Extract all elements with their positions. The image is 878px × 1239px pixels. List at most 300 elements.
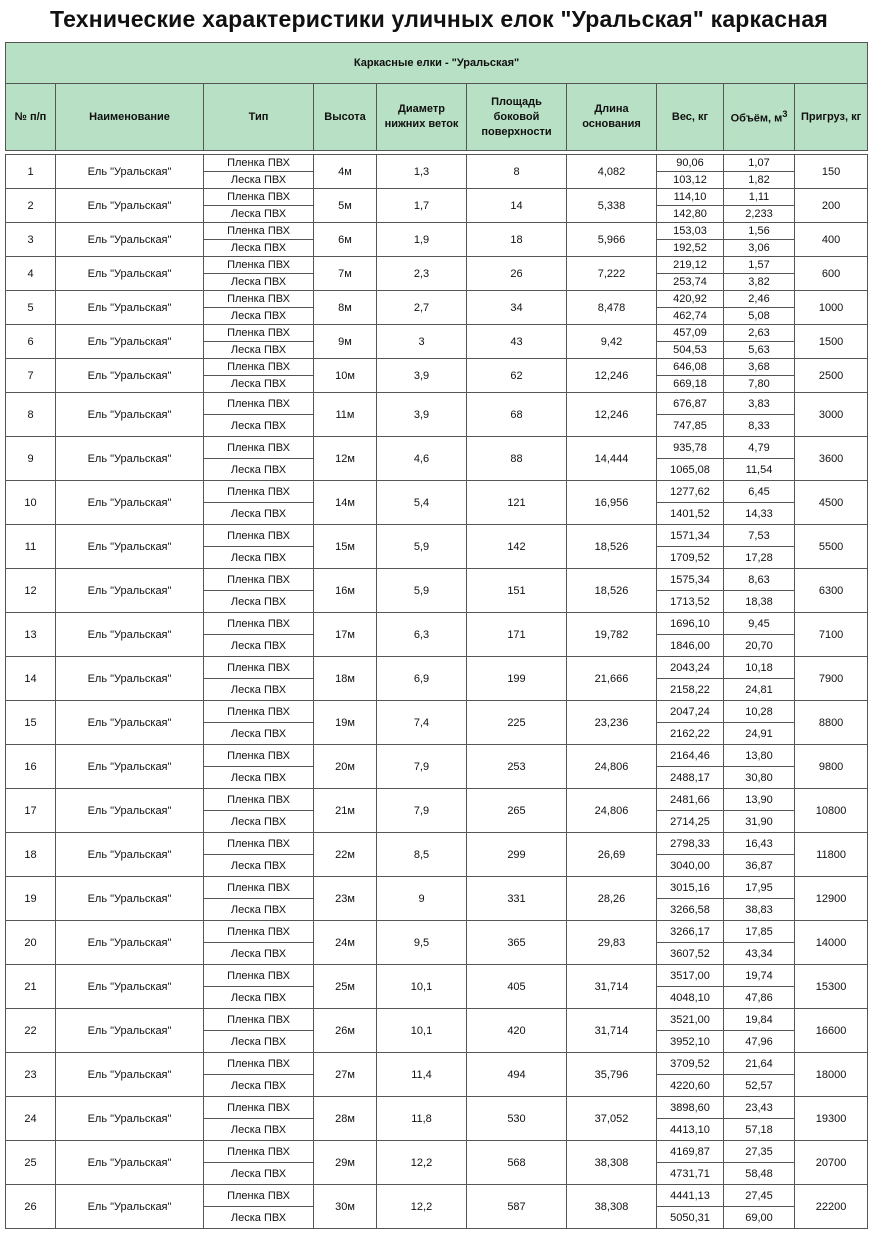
cell-length: 8,478 [567, 291, 657, 325]
cell-diameter: 5,9 [377, 569, 467, 613]
table-row [6, 189, 868, 206]
cell-type-line: Леска ПВХ [204, 1163, 314, 1185]
cell-name: Ель "Уральская" [56, 921, 204, 965]
cell-volume-film: 23,43 [724, 1097, 795, 1119]
cell-type-film: Пленка ПВХ [204, 965, 314, 987]
cell-volume-line: 17,28 [724, 547, 795, 569]
cell-volume-film: 2,63 [724, 325, 795, 342]
cell-area: 88 [467, 437, 567, 481]
cell-volume-film: 19,74 [724, 965, 795, 987]
cell-load: 7100 [795, 613, 868, 657]
cell-type-film: Пленка ПВХ [204, 223, 314, 240]
header-name: Наименование [56, 84, 204, 151]
table-row [6, 877, 868, 899]
cell-length: 31,714 [567, 965, 657, 1009]
cell-load: 1500 [795, 325, 868, 359]
cell-length: 16,956 [567, 481, 657, 525]
cell-num: 22 [6, 1009, 56, 1053]
cell-weight-line: 4413,10 [657, 1119, 724, 1141]
cell-area: 568 [467, 1141, 567, 1185]
cell-length: 29,83 [567, 921, 657, 965]
cell-num: 14 [6, 657, 56, 701]
cell-weight-film: 1571,34 [657, 525, 724, 547]
table-row [6, 223, 868, 240]
cell-volume-film: 7,53 [724, 525, 795, 547]
table-row [6, 921, 868, 943]
cell-load: 14000 [795, 921, 868, 965]
cell-volume-film: 13,90 [724, 789, 795, 811]
cell-name: Ель "Уральская" [56, 1009, 204, 1053]
cell-volume-line: 69,00 [724, 1207, 795, 1229]
cell-diameter: 1,3 [377, 155, 467, 189]
cell-length: 4,082 [567, 155, 657, 189]
cell-name: Ель "Уральская" [56, 1097, 204, 1141]
table-row [6, 325, 868, 342]
table-row [6, 481, 868, 503]
cell-weight-film: 2043,24 [657, 657, 724, 679]
cell-num: 21 [6, 965, 56, 1009]
cell-length: 37,052 [567, 1097, 657, 1141]
cell-diameter: 2,3 [377, 257, 467, 291]
cell-name: Ель "Уральская" [56, 437, 204, 481]
cell-name: Ель "Уральская" [56, 613, 204, 657]
cell-diameter: 10,1 [377, 965, 467, 1009]
cell-diameter: 6,3 [377, 613, 467, 657]
cell-volume-line: 47,86 [724, 987, 795, 1009]
cell-height: 16м [314, 569, 377, 613]
cell-type-film: Пленка ПВХ [204, 1097, 314, 1119]
cell-type-film: Пленка ПВХ [204, 1185, 314, 1207]
cell-name: Ель "Уральская" [56, 155, 204, 189]
cell-area: 253 [467, 745, 567, 789]
cell-height: 26м [314, 1009, 377, 1053]
cell-type-line: Леска ПВХ [204, 206, 314, 223]
cell-volume-film: 21,64 [724, 1053, 795, 1075]
cell-type-film: Пленка ПВХ [204, 1053, 314, 1075]
cell-area: 142 [467, 525, 567, 569]
cell-name: Ель "Уральская" [56, 789, 204, 833]
cell-load: 22200 [795, 1185, 868, 1229]
cell-area: 530 [467, 1097, 567, 1141]
cell-num: 3 [6, 223, 56, 257]
cell-name: Ель "Уральская" [56, 359, 204, 393]
cell-num: 8 [6, 393, 56, 437]
cell-type-line: Леска ПВХ [204, 376, 314, 393]
cell-name: Ель "Уральская" [56, 657, 204, 701]
cell-name: Ель "Уральская" [56, 525, 204, 569]
cell-diameter: 12,2 [377, 1185, 467, 1229]
cell-load: 9800 [795, 745, 868, 789]
cell-num: 6 [6, 325, 56, 359]
cell-name: Ель "Уральская" [56, 877, 204, 921]
cell-type-film: Пленка ПВХ [204, 525, 314, 547]
cell-load: 2500 [795, 359, 868, 393]
cell-num: 25 [6, 1141, 56, 1185]
cell-volume-line: 2,233 [724, 206, 795, 223]
header-diameter [377, 84, 467, 151]
cell-weight-line: 3040,00 [657, 855, 724, 877]
table-row [6, 257, 868, 274]
cell-height: 15м [314, 525, 377, 569]
cell-type-line: Леска ПВХ [204, 547, 314, 569]
cell-length: 26,69 [567, 833, 657, 877]
cell-load: 3000 [795, 393, 868, 437]
cell-length: 31,714 [567, 1009, 657, 1053]
cell-weight-line: 1401,52 [657, 503, 724, 525]
cell-area: 18 [467, 223, 567, 257]
cell-length: 12,246 [567, 359, 657, 393]
header-type: Тип [204, 84, 314, 151]
cell-load: 600 [795, 257, 868, 291]
cell-length: 38,308 [567, 1141, 657, 1185]
cell-load: 20700 [795, 1141, 868, 1185]
cell-num: 19 [6, 877, 56, 921]
cell-weight-film: 1277,62 [657, 481, 724, 503]
table-row [6, 1185, 868, 1207]
cell-diameter: 5,4 [377, 481, 467, 525]
cell-height: 25м [314, 965, 377, 1009]
cell-area: 265 [467, 789, 567, 833]
cell-weight-line: 504,53 [657, 342, 724, 359]
cell-name: Ель "Уральская" [56, 393, 204, 437]
cell-weight-film: 3015,16 [657, 877, 724, 899]
cell-type-line: Леска ПВХ [204, 811, 314, 833]
cell-length: 23,236 [567, 701, 657, 745]
cell-num: 7 [6, 359, 56, 393]
cell-diameter: 7,9 [377, 745, 467, 789]
cell-volume-line: 24,91 [724, 723, 795, 745]
cell-name: Ель "Уральская" [56, 833, 204, 877]
cell-diameter: 4,6 [377, 437, 467, 481]
cell-volume-line: 20,70 [724, 635, 795, 657]
cell-weight-line: 4731,71 [657, 1163, 724, 1185]
cell-length: 5,966 [567, 223, 657, 257]
cell-diameter: 10,1 [377, 1009, 467, 1053]
cell-diameter: 9,5 [377, 921, 467, 965]
cell-volume-line: 36,87 [724, 855, 795, 877]
table-row [6, 745, 868, 767]
cell-type-film: Пленка ПВХ [204, 701, 314, 723]
cell-num: 23 [6, 1053, 56, 1097]
cell-type-film: Пленка ПВХ [204, 359, 314, 376]
cell-type-film: Пленка ПВХ [204, 437, 314, 459]
cell-weight-line: 1846,00 [657, 635, 724, 657]
cell-num: 20 [6, 921, 56, 965]
table-row [6, 701, 868, 723]
cell-height: 23м [314, 877, 377, 921]
cell-area: 405 [467, 965, 567, 1009]
cell-diameter: 3 [377, 325, 467, 359]
cell-weight-film: 2164,46 [657, 745, 724, 767]
cell-weight-line: 2162,22 [657, 723, 724, 745]
cell-num: 15 [6, 701, 56, 745]
cell-weight-film: 2481,66 [657, 789, 724, 811]
cell-name: Ель "Уральская" [56, 481, 204, 525]
cell-type-line: Леска ПВХ [204, 1119, 314, 1141]
cell-num: 24 [6, 1097, 56, 1141]
cell-weight-film: 153,03 [657, 223, 724, 240]
cell-load: 3600 [795, 437, 868, 481]
cell-load: 10800 [795, 789, 868, 833]
cell-name: Ель "Уральская" [56, 701, 204, 745]
cell-num: 5 [6, 291, 56, 325]
table-row [6, 359, 868, 376]
cell-diameter: 1,9 [377, 223, 467, 257]
cell-type-film: Пленка ПВХ [204, 325, 314, 342]
cell-area: 225 [467, 701, 567, 745]
cell-weight-line: 3952,10 [657, 1031, 724, 1053]
table-row [6, 1141, 868, 1163]
cell-length: 24,806 [567, 789, 657, 833]
cell-type-line: Леска ПВХ [204, 1075, 314, 1097]
cell-volume-film: 8,63 [724, 569, 795, 591]
cell-area: 299 [467, 833, 567, 877]
header-area-line1: Площадь [491, 95, 542, 108]
cell-weight-line: 2158,22 [657, 679, 724, 701]
cell-area: 62 [467, 359, 567, 393]
header-length-line1: Длина [594, 103, 629, 115]
cell-volume-film: 3,83 [724, 393, 795, 415]
cell-weight-film: 3517,00 [657, 965, 724, 987]
cell-area: 365 [467, 921, 567, 965]
table-row [6, 833, 868, 855]
cell-area: 151 [467, 569, 567, 613]
cell-load: 1000 [795, 291, 868, 325]
header-area [467, 84, 567, 151]
cell-length: 14,444 [567, 437, 657, 481]
cell-type-film: Пленка ПВХ [204, 291, 314, 308]
header-weight: Вес, кг [657, 84, 724, 151]
cell-load: 200 [795, 189, 868, 223]
cell-diameter: 8,5 [377, 833, 467, 877]
cell-weight-film: 4169,87 [657, 1141, 724, 1163]
table-caption: Каркасные елки - "Уральская" [6, 43, 868, 84]
cell-name: Ель "Уральская" [56, 1185, 204, 1229]
cell-diameter: 9 [377, 877, 467, 921]
header-load: Пригруз, кг [795, 84, 868, 151]
cell-weight-film: 3266,17 [657, 921, 724, 943]
cell-volume-line: 3,82 [724, 274, 795, 291]
cell-name: Ель "Уральская" [56, 257, 204, 291]
cell-type-film: Пленка ПВХ [204, 189, 314, 206]
cell-volume-line: 14,33 [724, 503, 795, 525]
cell-type-line: Леска ПВХ [204, 274, 314, 291]
table-row [6, 525, 868, 547]
cell-weight-line: 2714,25 [657, 811, 724, 833]
cell-height: 19м [314, 701, 377, 745]
cell-type-film: Пленка ПВХ [204, 789, 314, 811]
cell-height: 14м [314, 481, 377, 525]
cell-area: 171 [467, 613, 567, 657]
header-volume [724, 84, 795, 151]
cell-volume-film: 17,95 [724, 877, 795, 899]
cell-volume-line: 11,54 [724, 459, 795, 481]
cell-weight-film: 219,12 [657, 257, 724, 274]
cell-num: 17 [6, 789, 56, 833]
cell-weight-line: 1709,52 [657, 547, 724, 569]
cell-length: 28,26 [567, 877, 657, 921]
cell-load: 16600 [795, 1009, 868, 1053]
cell-volume-line: 7,80 [724, 376, 795, 393]
cell-diameter: 12,2 [377, 1141, 467, 1185]
cell-type-line: Леска ПВХ [204, 240, 314, 257]
cell-num: 10 [6, 481, 56, 525]
cell-length: 5,338 [567, 189, 657, 223]
cell-name: Ель "Уральская" [56, 745, 204, 789]
cell-type-line: Леска ПВХ [204, 415, 314, 437]
cell-length: 38,308 [567, 1185, 657, 1229]
cell-length: 9,42 [567, 325, 657, 359]
cell-type-line: Леска ПВХ [204, 591, 314, 613]
cell-height: 6м [314, 223, 377, 257]
header-height: Высота [314, 84, 377, 151]
cell-weight-film: 457,09 [657, 325, 724, 342]
cell-height: 27м [314, 1053, 377, 1097]
cell-num: 1 [6, 155, 56, 189]
cell-weight-film: 646,08 [657, 359, 724, 376]
cell-diameter: 5,9 [377, 525, 467, 569]
cell-area: 331 [467, 877, 567, 921]
cell-weight-line: 253,74 [657, 274, 724, 291]
cell-type-film: Пленка ПВХ [204, 1009, 314, 1031]
cell-height: 30м [314, 1185, 377, 1229]
cell-area: 8 [467, 155, 567, 189]
cell-weight-line: 5050,31 [657, 1207, 724, 1229]
table-row [6, 437, 868, 459]
cell-height: 22м [314, 833, 377, 877]
cell-height: 28м [314, 1097, 377, 1141]
cell-load: 400 [795, 223, 868, 257]
cell-type-film: Пленка ПВХ [204, 257, 314, 274]
specs-table [5, 42, 868, 1229]
cell-volume-film: 1,07 [724, 155, 795, 172]
cell-volume-line: 24,81 [724, 679, 795, 701]
cell-type-film: Пленка ПВХ [204, 657, 314, 679]
cell-weight-film: 90,06 [657, 155, 724, 172]
header-num: № п/п [6, 84, 56, 151]
cell-type-film: Пленка ПВХ [204, 745, 314, 767]
cell-num: 26 [6, 1185, 56, 1229]
cell-volume-film: 10,18 [724, 657, 795, 679]
cell-volume-film: 6,45 [724, 481, 795, 503]
cell-volume-line: 1,82 [724, 172, 795, 189]
cell-num: 2 [6, 189, 56, 223]
cell-weight-line: 3266,58 [657, 899, 724, 921]
cell-length: 7,222 [567, 257, 657, 291]
cell-num: 12 [6, 569, 56, 613]
cell-type-line: Леска ПВХ [204, 503, 314, 525]
cell-name: Ель "Уральская" [56, 965, 204, 1009]
cell-area: 26 [467, 257, 567, 291]
cell-weight-line: 4220,60 [657, 1075, 724, 1097]
cell-type-film: Пленка ПВХ [204, 613, 314, 635]
cell-load: 18000 [795, 1053, 868, 1097]
cell-weight-line: 3607,52 [657, 943, 724, 965]
cell-volume-film: 10,28 [724, 701, 795, 723]
cell-num: 9 [6, 437, 56, 481]
table-row [6, 569, 868, 591]
cell-type-line: Леска ПВХ [204, 342, 314, 359]
cell-volume-line: 30,80 [724, 767, 795, 789]
cell-weight-line: 1065,08 [657, 459, 724, 481]
cell-area: 494 [467, 1053, 567, 1097]
cell-area: 121 [467, 481, 567, 525]
cell-weight-line: 462,74 [657, 308, 724, 325]
table-row [6, 965, 868, 987]
cell-weight-line: 669,18 [657, 376, 724, 393]
cell-type-film: Пленка ПВХ [204, 481, 314, 503]
cell-type-film: Пленка ПВХ [204, 393, 314, 415]
cell-diameter: 1,7 [377, 189, 467, 223]
cell-type-line: Леска ПВХ [204, 723, 314, 745]
cell-volume-film: 2,46 [724, 291, 795, 308]
cell-area: 420 [467, 1009, 567, 1053]
cell-type-line: Леска ПВХ [204, 308, 314, 325]
cell-load: 7900 [795, 657, 868, 701]
cell-type-line: Леска ПВХ [204, 767, 314, 789]
cell-height: 9м [314, 325, 377, 359]
cell-weight-film: 3709,52 [657, 1053, 724, 1075]
header-volume-label: Объём, м [730, 112, 783, 125]
cell-height: 29м [314, 1141, 377, 1185]
cell-length: 21,666 [567, 657, 657, 701]
cell-volume-film: 27,35 [724, 1141, 795, 1163]
cell-num: 13 [6, 613, 56, 657]
cell-weight-line: 4048,10 [657, 987, 724, 1009]
cell-type-line: Леска ПВХ [204, 855, 314, 877]
cell-type-line: Леска ПВХ [204, 1031, 314, 1053]
table-row [6, 393, 868, 415]
cell-type-line: Леска ПВХ [204, 987, 314, 1009]
cell-type-line: Леска ПВХ [204, 899, 314, 921]
cell-height: 7м [314, 257, 377, 291]
specs-table-container [5, 42, 867, 1229]
cell-weight-line: 2488,17 [657, 767, 724, 789]
cell-weight-film: 114,10 [657, 189, 724, 206]
cell-volume-line: 57,18 [724, 1119, 795, 1141]
table-row [6, 1097, 868, 1119]
cell-height: 12м [314, 437, 377, 481]
cell-height: 8м [314, 291, 377, 325]
table-row [6, 1053, 868, 1075]
cell-diameter: 7,4 [377, 701, 467, 745]
table-row [6, 789, 868, 811]
cell-load: 5500 [795, 525, 868, 569]
cell-name: Ель "Уральская" [56, 1053, 204, 1097]
cell-length: 35,796 [567, 1053, 657, 1097]
cell-volume-film: 13,80 [724, 745, 795, 767]
cell-volume-line: 58,48 [724, 1163, 795, 1185]
cell-height: 4м [314, 155, 377, 189]
cell-height: 10м [314, 359, 377, 393]
cell-volume-film: 1,57 [724, 257, 795, 274]
cell-type-line: Леска ПВХ [204, 1207, 314, 1229]
cell-name: Ель "Уральская" [56, 291, 204, 325]
cell-length: 19,782 [567, 613, 657, 657]
cell-volume-film: 17,85 [724, 921, 795, 943]
cell-volume-film: 4,79 [724, 437, 795, 459]
cell-type-film: Пленка ПВХ [204, 569, 314, 591]
cell-height: 21м [314, 789, 377, 833]
cell-weight-film: 3898,60 [657, 1097, 724, 1119]
cell-area: 34 [467, 291, 567, 325]
header-length-line2: основания [582, 118, 641, 130]
cell-name: Ель "Уральская" [56, 1141, 204, 1185]
cell-diameter: 7,9 [377, 789, 467, 833]
table-row [6, 291, 868, 308]
cell-type-film: Пленка ПВХ [204, 877, 314, 899]
cell-volume-line: 3,06 [724, 240, 795, 257]
